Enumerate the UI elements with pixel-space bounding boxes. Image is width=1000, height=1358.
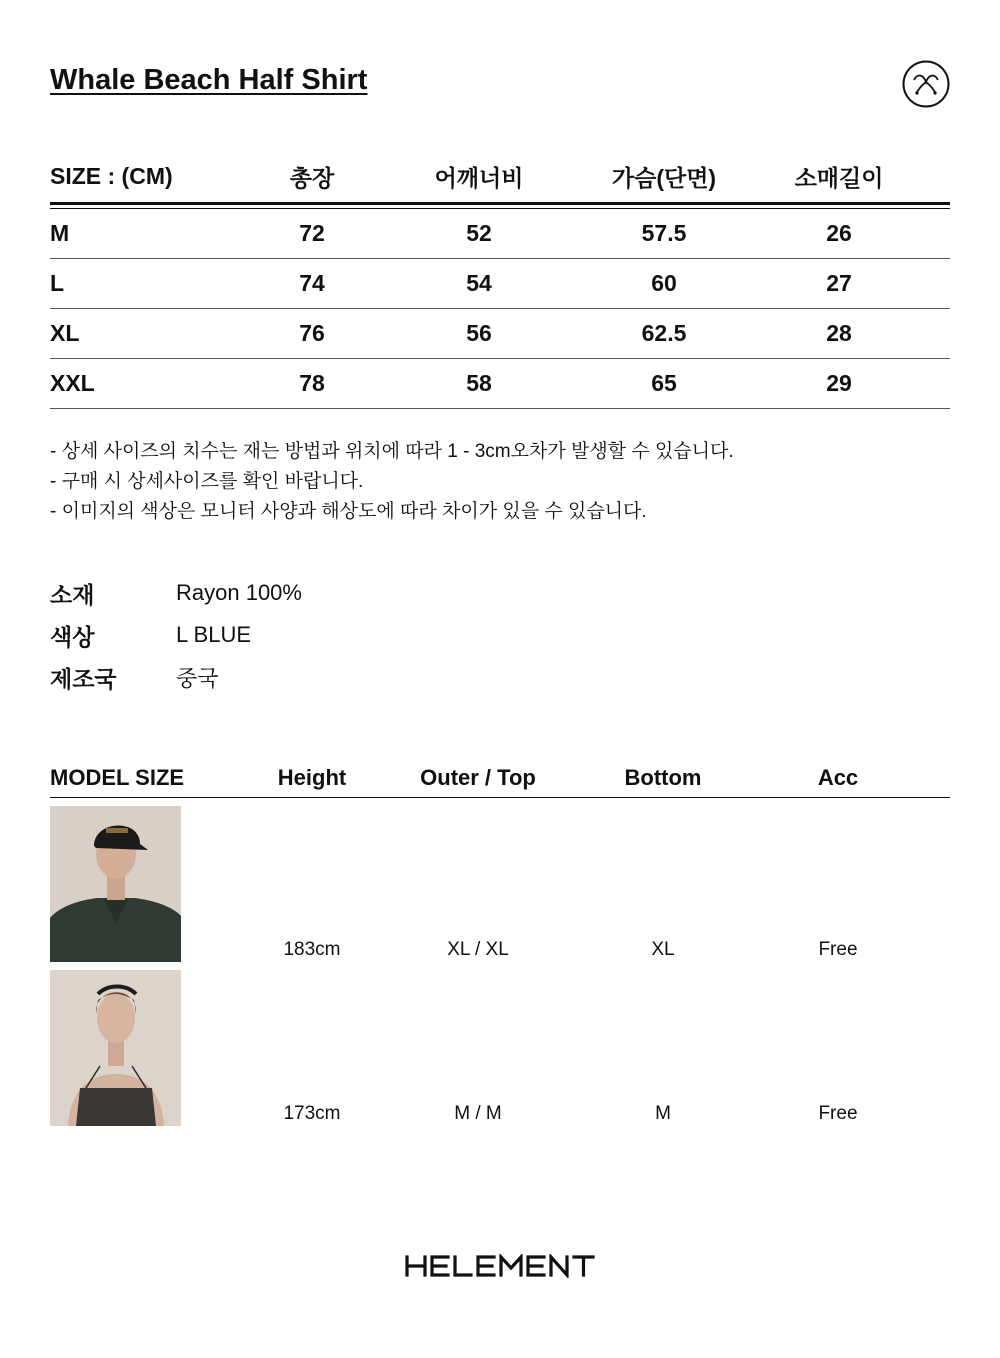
length-cell: 78 (299, 370, 325, 396)
size-header-length: 총장 (289, 164, 335, 191)
size-notes (50, 437, 734, 527)
shoulder-cell: 52 (466, 220, 492, 246)
shoulder-cell: 54 (466, 270, 492, 296)
sleeve-cell: 27 (826, 270, 852, 296)
size-header-sleeve: 소매길이 (794, 164, 884, 191)
chest-cell: 60 (651, 270, 677, 296)
size-cell: XXL (50, 370, 95, 396)
model-bottom: XL (651, 939, 675, 960)
info-row-color (50, 614, 302, 656)
table-row (50, 209, 950, 259)
info-value: 중국 (176, 665, 219, 691)
size-table-header (50, 150, 950, 205)
note-line: - 상세 사이즈의 치수는 재는 방법과 위치에 따라 1 - 3cm오차가 발생할 수 있습니다. (50, 441, 734, 462)
length-cell: 76 (299, 320, 325, 346)
model-height: 173cm (283, 1103, 341, 1124)
chest-cell: 57.5 (641, 220, 687, 246)
model-size-table (50, 758, 950, 1126)
info-row-material (50, 572, 302, 614)
product-info (50, 572, 302, 698)
product-title: Whale Beach Half Shirt (50, 64, 368, 96)
info-label: 소재 (50, 581, 95, 608)
model-table-header (50, 758, 950, 798)
female-model-photo (50, 970, 181, 1126)
model-acc: Free (818, 1103, 858, 1124)
chest-cell: 62.5 (641, 320, 687, 346)
sleeve-cell: 26 (826, 220, 852, 246)
model-bottom: M (655, 1103, 671, 1124)
model-header-acc: Acc (817, 764, 859, 790)
model-height: 183cm (283, 939, 341, 960)
table-row (50, 806, 950, 962)
sleeve-cell: 28 (826, 320, 852, 346)
table-row (50, 309, 950, 359)
table-row (50, 359, 950, 409)
model-header-outer-top: Outer / Top (420, 764, 536, 790)
model-header-label: MODEL SIZE (50, 764, 185, 790)
table-row (50, 970, 950, 1126)
brand-emblem-icon (902, 60, 950, 108)
model-outer-top: M / M (454, 1103, 502, 1124)
model-photo-cell (50, 806, 238, 962)
male-model-photo (50, 806, 181, 962)
size-header-shoulder: 어깨너비 (434, 164, 524, 191)
size-table (50, 150, 950, 409)
size-cell: L (50, 270, 65, 296)
info-label: 색상 (50, 623, 95, 650)
size-header-label: SIZE : (CM) (50, 162, 173, 189)
size-cell: XL (50, 320, 80, 346)
helement-logo (404, 1254, 596, 1278)
model-acc: Free (818, 939, 858, 960)
info-value: L BLUE (176, 622, 252, 647)
note-line: - 이미지의 색상은 모니터 사양과 해상도에 따라 차이가 있을 수 있습니다. (50, 501, 647, 522)
shoulder-cell: 58 (466, 370, 492, 396)
model-header-height: Height (277, 764, 347, 790)
model-photo-cell (50, 970, 238, 1126)
size-cell: M (50, 220, 70, 246)
length-cell: 72 (299, 220, 325, 246)
info-row-origin (50, 656, 302, 698)
chest-cell: 65 (651, 370, 677, 396)
length-cell: 74 (299, 270, 325, 296)
sleeve-cell: 29 (826, 370, 852, 396)
model-outer-top: XL / XL (447, 939, 509, 960)
info-label: 제조국 (50, 665, 117, 692)
size-header-chest: 가슴(단면) (611, 164, 717, 191)
model-header-bottom: Bottom (624, 764, 702, 790)
note-line: - 구매 시 상세사이즈를 확인 바랍니다. (50, 471, 364, 492)
info-value: Rayon 100% (176, 580, 302, 605)
shoulder-cell: 56 (466, 320, 492, 346)
table-row (50, 259, 950, 309)
